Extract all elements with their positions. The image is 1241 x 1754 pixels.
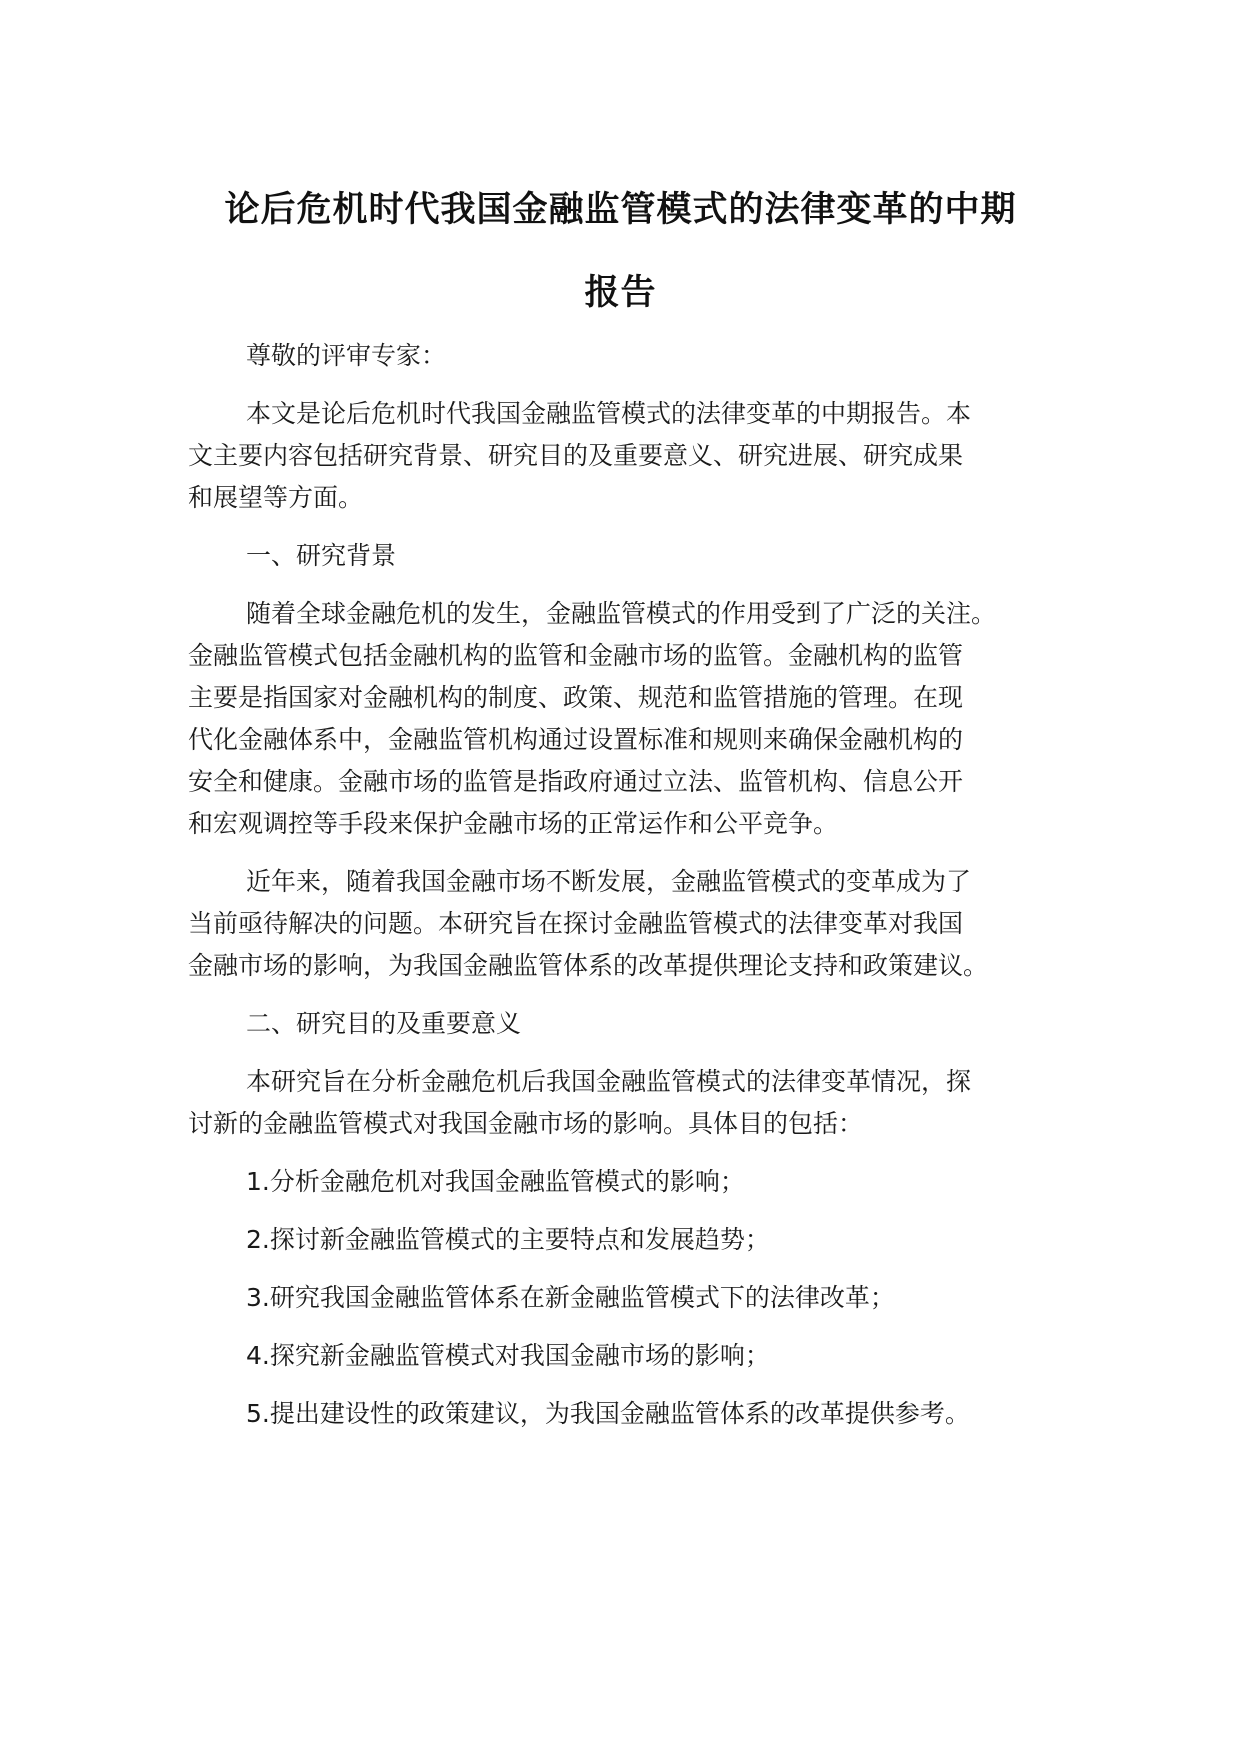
- intro-line: 本文是论后危机时代我国金融监管模式的法律变革的中期报告。本: [246, 399, 972, 428]
- salutation: 尊敬的评审专家：: [246, 341, 447, 370]
- goal-item: 4.探究新金融监管模式对我国金融市场的影响；: [246, 1341, 770, 1370]
- section-1-para-1-line: 随着全球金融危机的发生，金融监管模式的作用受到了广泛的关注。: [246, 599, 997, 628]
- goal-item: 5.提出建设性的政策建议，为我国金融监管体系的改革提供参考。: [246, 1399, 970, 1428]
- document-title-line-2: 报告: [584, 273, 657, 313]
- section-1-heading: 一、研究背景: [246, 541, 397, 570]
- section-1-para-2-line: 近年来，随着我国金融市场不断发展，金融监管模式的变革成为了: [246, 867, 972, 896]
- document-title-line-1: 论后危机时代我国金融监管模式的法律变革的中期: [224, 190, 1017, 230]
- goal-item: 2.探讨新金融监管模式的主要特点和发展趋势；: [246, 1225, 770, 1254]
- section-2-para-1-line: 讨新的金融监管模式对我国金融市场的影响。具体目的包括：: [188, 1109, 864, 1138]
- section-1-para-1-line: 金融监管模式包括金融机构的监管和金融市场的监管。金融机构的监管: [188, 641, 964, 670]
- intro-line: 和展望等方面。: [188, 483, 364, 512]
- section-1-para-1-line: 代化金融体系中，金融监管机构通过设置标准和规则来确保金融机构的: [188, 725, 964, 754]
- section-1-para-1-line: 和宏观调控等手段来保护金融市场的正常运作和公平竞争。: [188, 809, 839, 838]
- section-2-para-1-line: 本研究旨在分析金融危机后我国金融监管模式的法律变革情况，探: [246, 1067, 972, 1096]
- goal-item: 3.研究我国金融监管体系在新金融监管模式下的法律改革；: [246, 1283, 895, 1312]
- intro-line: 文主要内容包括研究背景、研究目的及重要意义、研究进展、研究成果: [188, 441, 964, 470]
- section-2-heading: 二、研究目的及重要意义: [246, 1009, 522, 1038]
- section-1-para-1-line: 主要是指国家对金融机构的制度、政策、规范和监管措施的管理。在现: [188, 683, 964, 712]
- section-1-para-2-line: 金融市场的影响，为我国金融监管体系的改革提供理论支持和政策建议。: [188, 951, 989, 980]
- section-1-para-1-line: 安全和健康。金融市场的监管是指政府通过立法、监管机构、信息公开: [188, 767, 964, 796]
- section-1-para-2-line: 当前亟待解决的问题。本研究旨在探讨金融监管模式的法律变革对我国: [188, 909, 964, 938]
- goal-item: 1.分析金融危机对我国金融监管模式的影响；: [246, 1167, 745, 1196]
